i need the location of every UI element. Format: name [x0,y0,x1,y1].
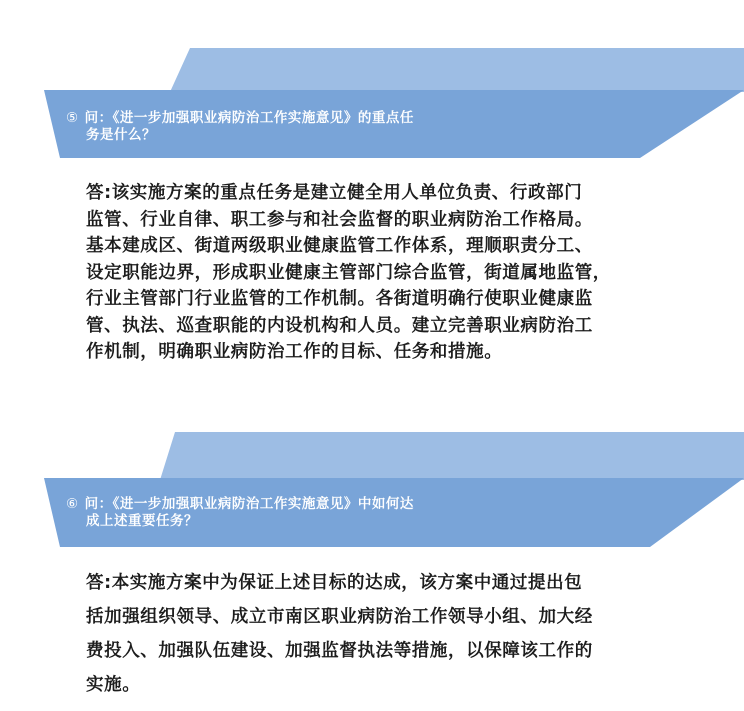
answer-line: 管、执法、巡查职能的内设机构和人员。建立完善职业病防治工 [86,315,593,336]
question-text-1 [66,110,414,144]
answer-line: 基本建成区、街道两级职业健康监管工作体系，理顺职责分工、 [86,236,593,256]
answer-line: 答:本实施方案中为保证上述目标的达成，该方案中通过提出包 [86,573,583,593]
answer-line: 设定职能边界，形成职业健康主管部门综合监管，街道属地监管， [86,262,611,283]
answer-line: 括加强组织领导、成立市南区职业病防治工作领导小组、加大经 [86,607,593,627]
question-line: 成上述重要任务？ [86,513,198,529]
answer-line: 答:该实施方案的重点任务是建立健全用人单位负责、行政部门 [86,183,583,203]
question-line: 问：《进一步加强职业病防治工作实施意见》中如何达 [84,496,414,512]
question-banner-2 [0,432,744,547]
answer-line: 作机制，明确职业病防治工作的目标、任务和措施。 [86,342,503,362]
question-line: 问：《进一步加强职业病防治工作实施意见》的重点任 [84,110,414,126]
answer-line: 实施。 [86,675,141,695]
answer-paragraph-1 [86,180,706,366]
answer-line: 监管、行业自律、职工参与和社会监督的职业病防治工作格局。 [86,209,593,230]
answer-paragraph-2 [86,566,706,702]
question-banner-1 [0,48,744,158]
question-line: 务是什么？ [86,127,156,143]
question-text-2 [66,496,414,530]
question-number-2: ⑥ [66,496,79,512]
answer-line: 行业主管部门行业监管的工作机制。各街道明确行使职业健康监 [86,289,593,309]
question-number-1: ⑤ [66,110,79,126]
answer-line: 费投入、加强队伍建设、加强监督执法等措施，以保障该工作的 [86,641,593,661]
